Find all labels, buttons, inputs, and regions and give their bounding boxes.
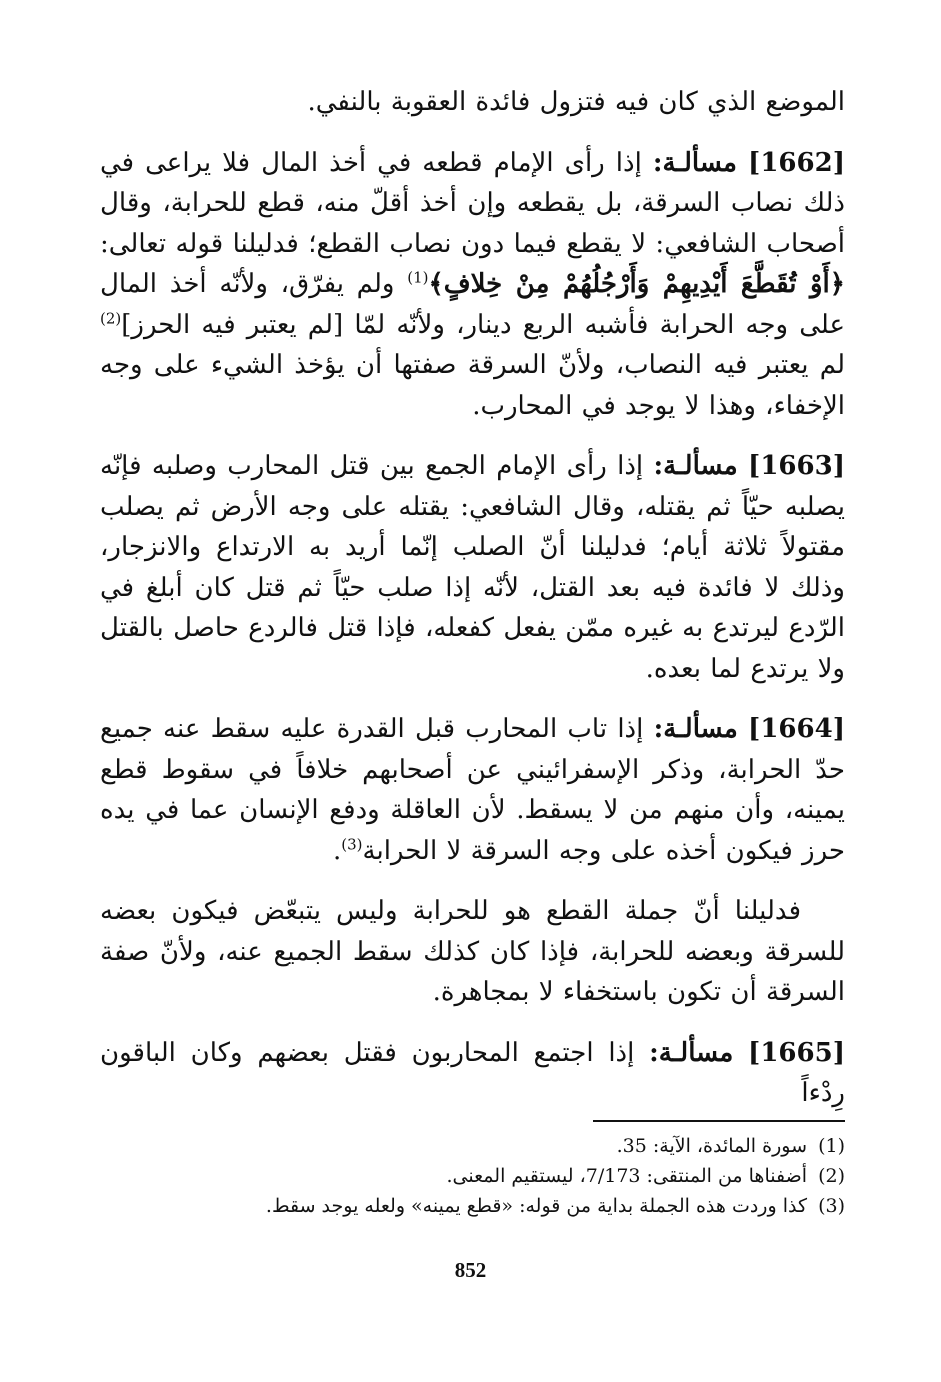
paragraph-text: إذا رأى الإمام الجمع بين قتل المحارب وصلبه فإنّه يصلبه حيّاً ثم يقتله، وقال الشافعي: يقتله على وجه الأرض ثم يصلب مقتولاً ثلاثة أيام؛ فدليلنا أنّ الصلب إنّما أريد به الارتداع والانزجار، وذلك لا فائدة فيه بعد القتل، لأنّه إذا صلب حيّاً ثم قتل كان أبلغ في الرّدع ليرتدع به غيره ممّن يفعل كفعله، فإذا قتل فالردع حاصل بالقتل ولا يرتدع لما بعده. <box>100 451 845 684</box>
issue-label: مسألـة: <box>653 451 738 481</box>
main-text <box>100 82 845 1114</box>
footnote-2 <box>100 1161 845 1191</box>
footnotes <box>100 1131 845 1221</box>
issue-number: [1663] <box>748 451 846 481</box>
issue-1665 <box>100 1033 845 1114</box>
issue-1662 <box>100 143 845 427</box>
issue-label: مسألـة: <box>649 1037 734 1068</box>
sentence-end: . <box>333 835 342 866</box>
paragraph-text: إذا رأى الإمام قطعه في أخذ المال فلا يراعى في ذلك نصاب السرقة، بل يقطعه وإن أخذ أقلّ منه، قطع للحرابة، وقال أصحاب الشافعي: لا يقطع فيما دون نصاب القطع؛ فدليلنا قوله تعالى: <box>100 147 845 259</box>
footnote-mark: (3) <box>818 1195 845 1217</box>
paragraph-text: ولم يفرّق، ولأنّه أخذ المال على وجه الحرابة فأشبه الربع دينار، ولأنّه لمّا [لم يعتبر فيه الحرز] <box>100 269 845 340</box>
paragraph-continuation <box>100 82 845 123</box>
footnote-mark: (1) <box>818 1135 845 1157</box>
issue-label: مسألـة: <box>652 147 737 178</box>
paragraph-text: الموضع الذي كان فيه فتزول فائدة العقوبة بالنفي. <box>307 87 845 117</box>
issue-number: [1664] <box>748 714 846 744</box>
issue-number: [1662] <box>748 147 846 178</box>
page-number: 852 <box>454 1258 487 1282</box>
footnote-ref-1[interactable]: (1) <box>407 268 429 287</box>
paragraph-text: إذا تاب المحارب قبل القدرة عليه سقط عنه جميع حدّ الحرابة، وذكر الإسفرائيني عن أصحابهم خلافاً في سقوط قطع يمينه، وأن منهم من لا يسقط. لأن العاقلة ودفع الإنسان عما في يده حرز فيكون أخذه على وجه السرقة لا الحرابة <box>100 714 845 866</box>
issue-1664 <box>100 709 845 871</box>
footnote-text: كذا وردت هذه الجملة بداية من قوله: «قطع يمينه» ولعله يوجد سقط. <box>265 1195 807 1217</box>
footnote-text: سورة المائدة، الآية: 35. <box>616 1135 807 1157</box>
issue-1663 <box>100 446 845 689</box>
footnote-ref-2[interactable]: (2) <box>100 308 122 327</box>
issue-number: [1665] <box>748 1037 846 1068</box>
issue-label: مسألـة: <box>653 714 738 744</box>
footnote-ref-3[interactable]: (3) <box>341 834 363 853</box>
footnote-divider <box>593 1120 845 1122</box>
footnote-mark: (2) <box>818 1165 845 1187</box>
quran-verse: ﴿أَوْ تُقَطَّعَ أَيْدِيهِمْ وَأَرْجُلُهُمْ مِنْ خِلافٍ﴾ <box>428 269 846 299</box>
footnote-text: أضفناها من المنتقى: 7/173، ليستقيم المعنى. <box>446 1165 807 1187</box>
paragraph-text: إذا اجتمع المحاربون فقتل بعضهم وكان الباقون رِدْءاً <box>100 1037 845 1108</box>
paragraph-text: لم يعتبر فيه النصاب، ولأنّ السرقة صفتها أن يؤخذ الشيء على وجه الإخفاء، وهذا لا يوجد في المحارب. <box>100 350 845 421</box>
footnote-1 <box>100 1131 845 1161</box>
footnote-3 <box>100 1191 845 1221</box>
argument-paragraph <box>100 891 845 1013</box>
paragraph-text: فدليلنا أنّ جملة القطع هو للحرابة وليس يتبعّض فيكون بعضه للسرقة وبعضه للحرابة، فإذا كان كذلك سقط الجميع عنه، ولأنّ صفة السرقة أن تكون باستخفاء لا بمجاهرة. <box>100 896 845 1007</box>
